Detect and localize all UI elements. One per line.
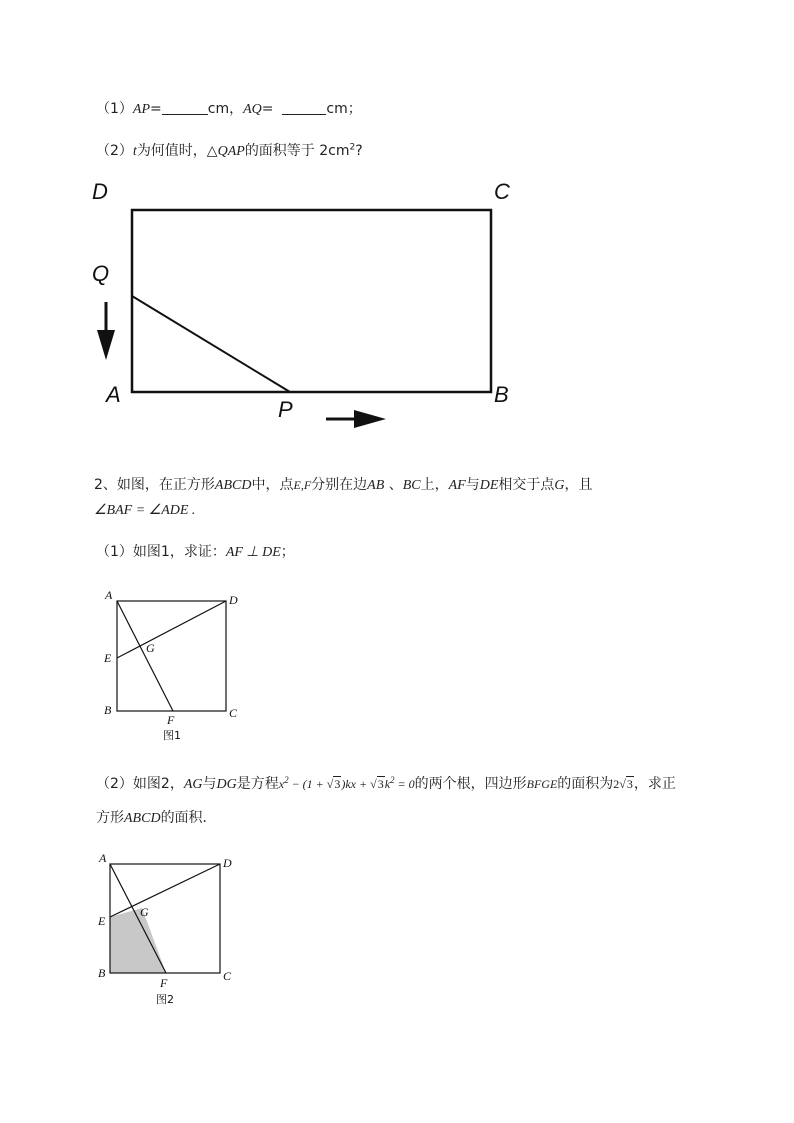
label-p: P	[278, 397, 293, 422]
fig2-label-b: B	[98, 966, 106, 980]
q2-intro2: 中，点	[251, 477, 294, 493]
label-q: Q	[92, 261, 110, 286]
label-a: A	[106, 382, 121, 407]
fig1-label-e: E	[104, 651, 112, 665]
q1-qap: QAP	[217, 144, 245, 159]
q1-aq-label: AQ	[243, 102, 262, 117]
q2-line2-end: 的面积．	[160, 810, 217, 826]
q1-part1-prefix: （1）	[96, 101, 133, 117]
q2-part2-text2: 的两个根，四边形	[414, 776, 527, 792]
area-sqrt: 3	[626, 777, 633, 791]
q2-area	[613, 777, 634, 791]
q2-bc: BC	[402, 478, 421, 493]
down-arrow-icon	[97, 330, 115, 360]
sqrt-icon: √	[326, 777, 334, 791]
q2-sep: 、	[384, 477, 403, 493]
fig2-label-e: E	[98, 914, 106, 928]
fig1-label-b: B	[104, 703, 112, 717]
q2-equation	[279, 777, 415, 791]
q2-g: G	[554, 478, 565, 493]
q2-intro	[94, 475, 593, 496]
fig1-line-de	[117, 601, 226, 658]
fig1-line-af	[117, 601, 173, 711]
q2-part2	[96, 774, 676, 795]
q1-ap-label: AP	[132, 102, 151, 117]
eq-k: k	[384, 777, 391, 791]
label-c: C	[494, 179, 510, 204]
q2-part1-math: AF ⊥ DE	[225, 545, 281, 560]
fig1-square	[117, 601, 226, 711]
sqrt-icon: √	[619, 777, 626, 791]
fig1-label-f: F	[167, 713, 175, 727]
segment-qp	[132, 296, 290, 392]
fig2-label-a: A	[99, 851, 107, 865]
q2-intro6: 相交于点	[498, 477, 555, 493]
q2-line2-abcd: ABCD	[124, 811, 161, 826]
q2-intro5: 与	[465, 477, 480, 493]
q1-figure	[88, 172, 528, 442]
q1-part2	[96, 141, 363, 162]
fig1-label-c: C	[229, 706, 238, 720]
q1-part2-text2: 的面积等于 2cm	[244, 143, 350, 159]
sqrt-icon: √	[370, 777, 377, 791]
eq-sup2: 2	[390, 775, 395, 785]
q1-unit1: cm，	[207, 101, 244, 117]
fig1	[100, 586, 250, 746]
eq-sqrt3: 3	[334, 777, 341, 791]
area-2: 2	[613, 777, 620, 791]
eq-mid: − (1 +	[288, 777, 327, 791]
q2-de: DE	[479, 478, 499, 493]
q1-eq: =	[150, 101, 162, 117]
q2-part2-and: 与	[202, 776, 217, 792]
q2-af: AF	[448, 478, 466, 493]
fig1-caption: 图1	[163, 729, 181, 742]
eq-close: )kx +	[341, 777, 371, 791]
label-d: D	[92, 179, 108, 204]
fig2-line-de	[110, 864, 220, 917]
q2-part2-text3: 的面积为	[557, 776, 614, 792]
q2-dg: DG	[216, 777, 237, 792]
q2-part1-prefix: （1）如图1，求证：	[96, 544, 226, 560]
q2-part1	[96, 542, 295, 563]
rect-abcd	[132, 210, 491, 392]
q2-part2-line2	[96, 808, 217, 829]
q2-part2-text1: 是方程	[236, 776, 279, 792]
eq-sqrt3b: 3	[377, 777, 384, 791]
q2-ef: E,F	[293, 478, 312, 492]
q1-part1	[96, 99, 362, 120]
q1-part2-text1: 为何值时，△	[136, 143, 218, 159]
fig1-label-d: D	[229, 593, 238, 607]
fig1-label-g: G	[146, 641, 155, 655]
fig2-label-d: D	[223, 856, 232, 870]
q2-abcd: ABCD	[214, 478, 252, 493]
fig2-label-c: C	[223, 969, 232, 983]
eq-sup: 2	[284, 775, 289, 785]
q2-part2-prefix: （2）如图2，	[96, 776, 184, 792]
q2-part1-end: ；	[280, 544, 295, 560]
q2-part2-text4: ，求正	[633, 776, 676, 792]
fig1-label-a: A	[105, 588, 113, 602]
q2-ab: AB	[367, 478, 385, 493]
q2-line2-text: 方形	[96, 810, 124, 826]
fig2-label-f: F	[160, 976, 168, 990]
q1-aq-blank[interactable]	[282, 100, 326, 115]
q2-intro1: 2、如图，在正方形	[94, 477, 215, 493]
right-arrow-icon	[354, 410, 386, 428]
fig2-caption: 图2	[156, 993, 174, 1006]
q1-eq2: =	[261, 101, 274, 117]
q1-ap-blank[interactable]	[162, 100, 208, 115]
q2-intro3: 分别在边	[311, 477, 368, 493]
q2-angle-condition: ∠BAF = ∠ADE .	[94, 503, 196, 518]
q1-q: ?	[355, 143, 363, 159]
eq-end: = 0	[394, 777, 415, 791]
q1-t: t	[132, 144, 137, 159]
q2-intro4: 上，	[420, 477, 449, 493]
label-b: B	[494, 382, 509, 407]
q2-intro7: ，且	[564, 477, 593, 493]
fig2	[94, 850, 244, 1010]
q1-sup: 2	[349, 142, 356, 153]
q1-part2-prefix: （2）	[96, 143, 133, 159]
q1-unit2: cm；	[326, 101, 362, 117]
eq-x: x	[278, 777, 285, 791]
q2-bfge: BFGE	[526, 777, 558, 791]
fig2-label-g: G	[140, 905, 149, 919]
q2-ag: AG	[183, 777, 203, 792]
